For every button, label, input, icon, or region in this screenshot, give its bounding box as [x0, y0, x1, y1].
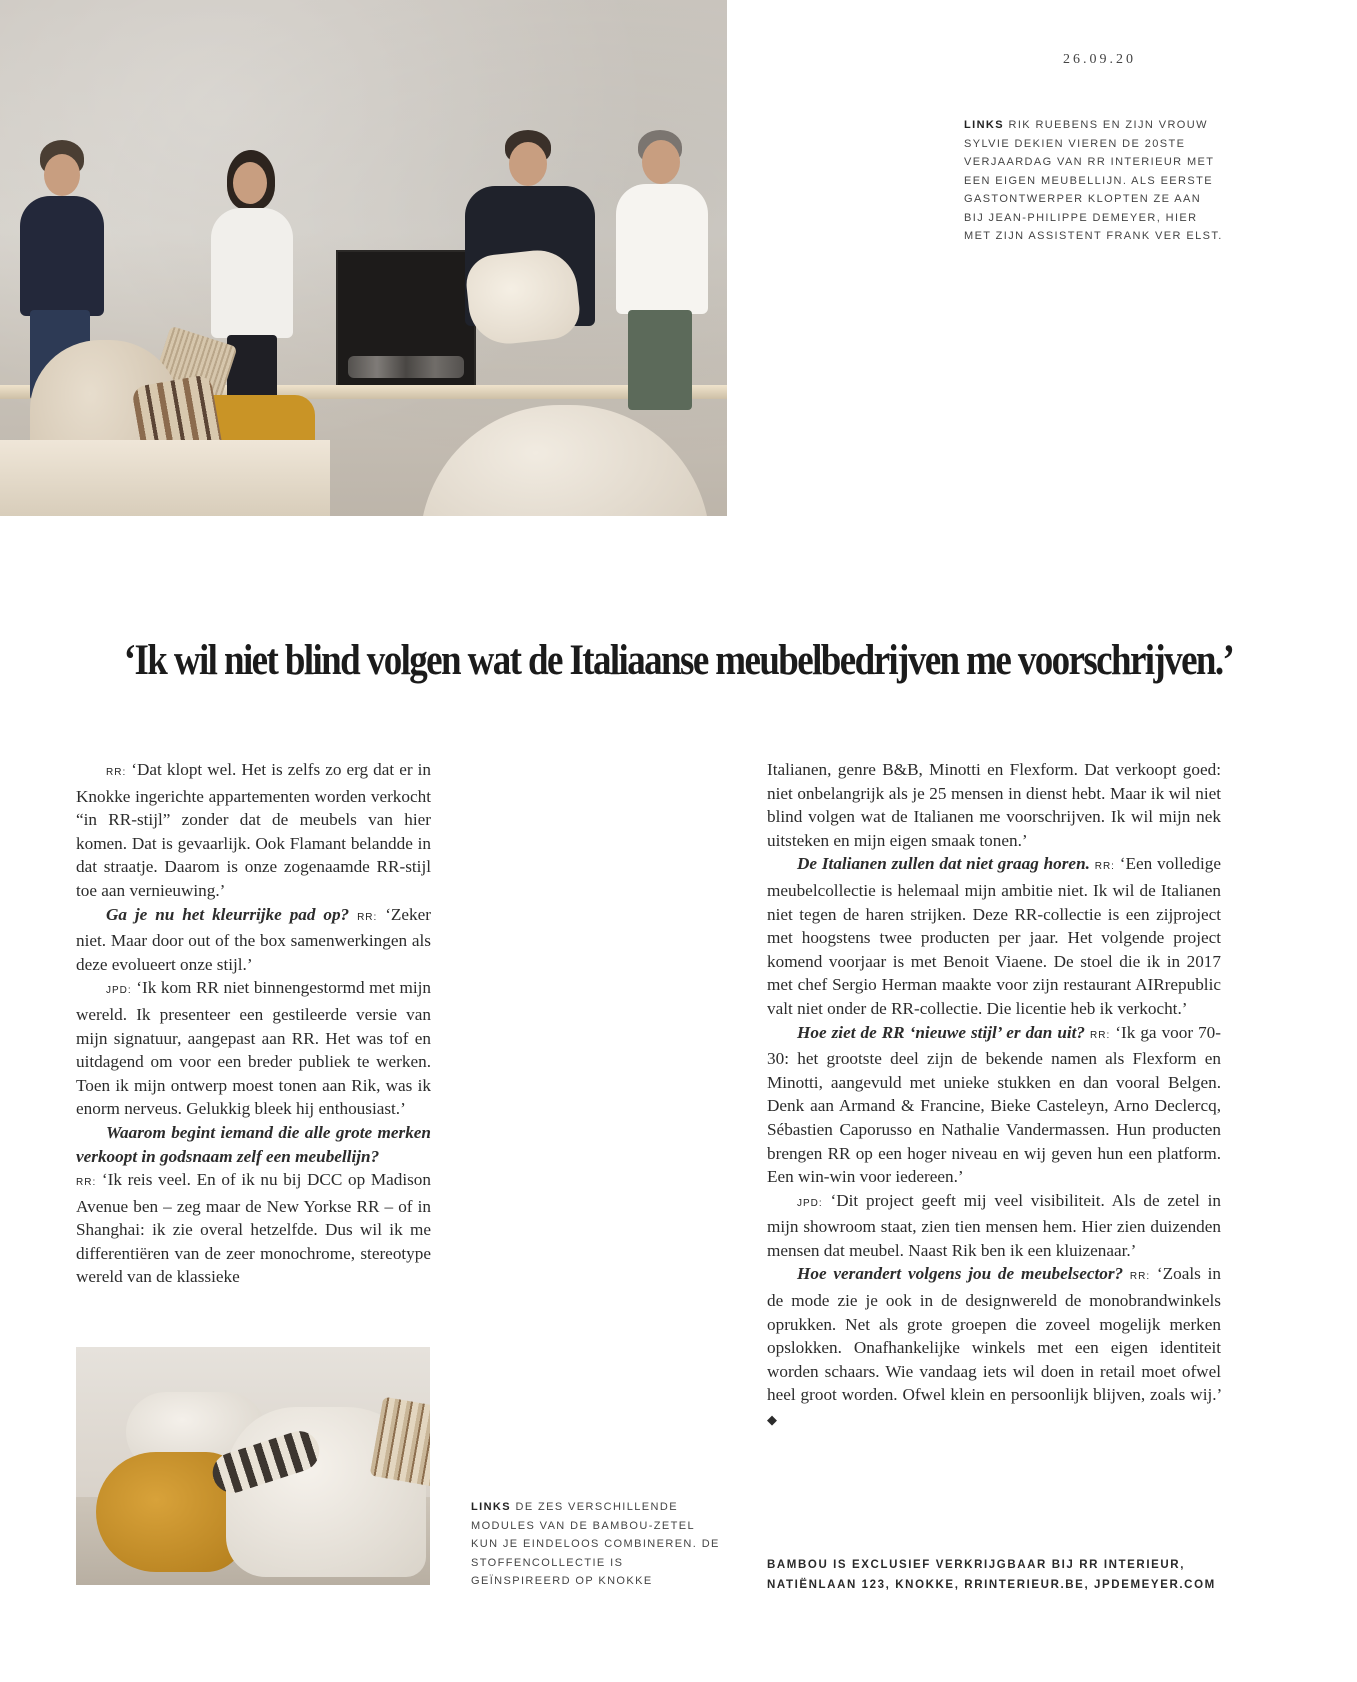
speaker-tag: RR:: [76, 1177, 97, 1189]
interview-question: Waarom begint iemand die alle grote merken verkoopt in godsnaam zelf een meubellijn?: [76, 1122, 431, 1166]
paragraph-text: Italianen, genre B&B, Minotti en Flexform. Dat verkoopt goed: niet onbelangrijk als je 25 mensen in dienst hebt. Maar ik wil niet blind volgen wat de Italianen me voorschrijven. Ik wil mijn nek uitsteken en mijn eigen smaak tonen.’: [767, 760, 1221, 850]
person-frank: [612, 130, 712, 400]
caption-top: [964, 116, 1224, 246]
speaker-tag: RR:: [1094, 861, 1115, 873]
availability-line-1: BAMBOU IS EXCLUSIEF VERKRIJGBAAR BIJ RR INTERIEUR,: [767, 1559, 1186, 1571]
fringed-cushion: [370, 1397, 430, 1488]
interview-question: De Italianen zullen dat niet graag horen.: [797, 854, 1090, 874]
paragraph-text: ‘Zeker niet. Maar door out of the box samenwerkingen als deze evolueert onze stijl.’: [76, 904, 431, 974]
paragraph: [76, 903, 431, 977]
paragraph: [76, 1121, 431, 1168]
paragraph-text: ‘Ik ga voor 70-30: het grootste deel zijn de bekende namen als Flexform en Minotti, aangevuld met unieke stukken en dan vooral Belgen. Denk aan Armand & Francine, Bieke Casteleyn, Arno Declercq, Sébastien Caporusso en Nathalie Vandermassen. Hun producten brengen RR op een hoger niveau en wij geven hun een platform. Een win-win voor iedereen.’: [767, 1022, 1221, 1187]
paragraph: [767, 758, 1221, 852]
speaker-tag: RR:: [357, 911, 378, 923]
paragraph: [76, 976, 431, 1121]
paragraph: [76, 758, 431, 903]
paragraph-text: ‘Zoals in de mode zie je ook in de designwereld de monobrandwinkels oprukken. Net als grote groepen die zoveel mogelijk merken opslokken. Onafhankelijke winkels met een eigen identiteit worden schaars. Wie vandaag iets wil doen in retail moet ofwel heel groot worden. Ofwel klein en persoonlijk blijven, zoals wij.’: [767, 1264, 1222, 1405]
speaker-tag: JPD:: [797, 1197, 823, 1209]
speaker-tag: RR:: [106, 767, 127, 778]
paragraph: [767, 1262, 1221, 1431]
article-column-left: [76, 758, 431, 1289]
speaker-tag: JPD:: [106, 985, 132, 997]
bottom-photo: [76, 1347, 430, 1585]
top-photo: [0, 0, 727, 516]
pull-quote: ‘Ik wil niet blind volgen wat de Italiaanse meubelbedrijven me voorschrijven.’: [123, 636, 1234, 685]
paragraph-text: ‘Ik reis veel. En of ik nu bij DCC op Madison Avenue ben – zeg maar de New Yorkse RR – of in Shanghai: ik zie overal hetzelfde. Dus wil ik me differentiëren van de zeer monochrome, stereotype wereld van de klassieke: [76, 1170, 431, 1287]
paragraph-text: ‘Dat klopt wel. Het is zelfs zo erg dat er in Knokke ingerichte appartementen worden verkocht “in RR-stijl” zonder dat de meubels van hier komen. Dat is gevaarlijk. Ook Flamant belandde in dat straatje. Daarom is onze zogenaamde RR-stijl toe aan vernieuwing.’: [76, 760, 431, 900]
speaker-tag: RR:: [1090, 1029, 1111, 1041]
paragraph-text: ‘Een volledige meubelcollectie is helemaal mijn ambitie niet. Ik wil de Italianen niet tegen de haren strijken. Deze RR-collectie is een zijproject met hoogstens twee producten per jaar. Het volgende project komend voorjaar is met Benoit Viaene. De stoel die ik in 2017 met chef Sergio Herman maakte voor zijn restaurant AIRrepublic valt niet onder de RR-collectie. Die licentie heb ik verkocht.’: [767, 854, 1221, 1018]
speaker-tag: RR:: [1129, 1271, 1151, 1283]
article-column-right: [767, 758, 1221, 1432]
interview-question: Ga je nu het kleurrijke pad op?: [106, 904, 350, 924]
paragraph: [767, 1021, 1221, 1189]
availability-note: [767, 1555, 1247, 1595]
caption-bottom-text: DE ZES VERSCHILLENDE MODULES VAN DE BAMBOU-ZETEL KUN JE EINDELOOS COMBINEREN. DE STOFFENCOLLECTIE IS GEÏNSPIREERD OP KNOKKE: [471, 1501, 720, 1587]
interview-question: Hoe ziet de RR ‘nieuwe stijl’ er dan uit?: [797, 1022, 1086, 1042]
paragraph-text: ‘Dit project geeft mij veel visibiliteit. Als de zetel in mijn showroom staat, zien tien mensen hem. Hier zien duizenden mensen dat meubel. Naast Rik ben ik een kluizenaar.’: [767, 1190, 1221, 1260]
boucle-pillow: [464, 246, 583, 347]
end-mark-icon: ◆: [767, 1412, 777, 1428]
caption-top-text: RIK RUEBENS EN ZIJN VROUW SYLVIE DEKIEN VIEREN DE 20STE VERJAARDAG VAN RR INTERIEUR MET EEN EIGEN MEUBELLIJN. ALS EERSTE GASTONTWERPER KLOPTEN ZE AAN BIJ JEAN-PHILIPPE DEMEYER, HIER MET ZIJN ASSISTENT FRANK VER ELST.: [964, 119, 1223, 242]
caption-bottom: [471, 1498, 721, 1591]
sofa-seat: [0, 440, 330, 516]
paragraph-text: ‘Ik kom RR niet binnengestormd met mijn wereld. Ik presenteer een gestileerde versie van mijn signatuur, aangepast aan RR. Het was tof en uitdagend om voor een breder publiek te werken. Toen ik mijn ontwerp moest tonen aan Rik, was ik enorm nerveus. Gelukkig bleek hij enthousiast.’: [76, 978, 431, 1119]
availability-line-2: NATIËNLAAN 123, KNOKKE, RRINTERIEUR.BE, JPDEMEYER.COM: [767, 1579, 1216, 1591]
paragraph: [767, 1189, 1221, 1263]
caption-top-lead: LINKS: [964, 119, 1004, 131]
issue-date: 26.09.20: [1063, 52, 1136, 67]
paragraph: [76, 1168, 431, 1289]
caption-bottom-lead: LINKS: [471, 1501, 511, 1513]
paragraph: [767, 852, 1221, 1020]
interview-question: Hoe verandert volgens jou de meubelsector?: [797, 1264, 1124, 1284]
